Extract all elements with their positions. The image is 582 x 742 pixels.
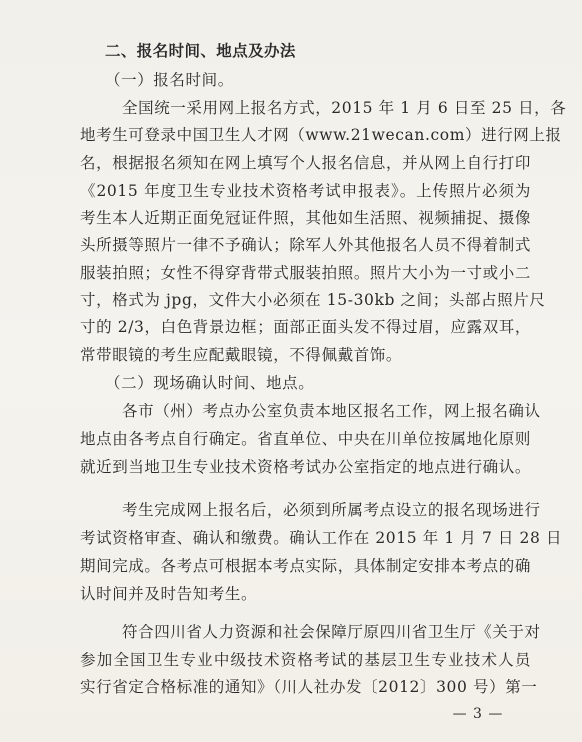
section-heading: 二、报名时间、地点及办法 <box>105 42 296 60</box>
paragraph-1-line-6: 头所摄等照片一律不予确认；除军人外其他报名人员不得着制式 <box>80 236 531 254</box>
subsection-heading-2: （二）现场确认时间、地点。 <box>105 374 315 392</box>
paragraph-1-line-10: 常带眼镜的考生应配戴眼镜，不得佩戴首饰。 <box>80 346 403 364</box>
paragraph-3-line-4: 认时间并及时告知考生。 <box>80 585 258 603</box>
paragraph-1-line-9: 寸的 2/3，白色背景边框；面部正面头发不得过眉，应露双耳， <box>80 318 531 336</box>
paragraph-3-line-3: 期间完成。各考点可根据本考点实际，具体制定安排本考点的确 <box>80 557 531 575</box>
paragraph-1-line-2: 地考生可登录中国卫生人才网（www.21wecan.com）进行网上报 <box>80 126 562 144</box>
paragraph-3-line-2: 考试资格审查、确认和缴费。确认工作在 2015 年 1 月 7 日 28 日 <box>80 529 563 547</box>
page-number: — 3 — <box>452 706 504 722</box>
subsection-heading-1: （一）报名时间。 <box>105 71 234 89</box>
paragraph-1-line-8: 寸，格式为 jpg，文件大小必须在 15-30kb 之间；头部占照片尺 <box>80 291 546 309</box>
paragraph-1-line-7: 服装拍照；女性不得穿背带式服装拍照。照片大小为一寸或小二 <box>80 264 531 282</box>
paragraph-4-line-1: 符合四川省人力资源和社会保障厅原四川省卫生厅《关于对 <box>122 623 541 641</box>
paragraph-1-line-3: 名，根据报名须知在网上填写个人报名信息，并从网上自行打印 <box>80 154 531 172</box>
paragraph-2-line-1: 各市（州）考点办公室负责本地区报名工作，网上报名确认 <box>122 402 541 420</box>
paragraph-2-line-3: 就近到当地卫生专业技术资格考试办公室指定的地点进行确认。 <box>80 458 531 476</box>
paragraph-2-line-2: 地点由各考点自行确定。省直单位、中央在川单位按属地化原则 <box>80 430 531 448</box>
paragraph-1-line-1: 全国统一采用网上报名方式，2015 年 1 月 6 日至 25 日，各 <box>122 99 567 117</box>
paragraph-4-line-3: 实行省定合格标准的通知》（川人社办发〔2012〕300 号）第一 <box>80 678 538 696</box>
paragraph-1-line-4: 《2015 年度卫生专业技术资格考试申报表》。上传照片必须为 <box>80 182 531 200</box>
paragraph-3-line-1: 考生完成网上报名后，必须到所属考点设立的报名现场进行 <box>122 501 541 519</box>
paragraph-4-line-2: 参加全国卫生专业中级技术资格考试的基层卫生专业技术人员 <box>80 651 531 669</box>
paragraph-1-line-5: 考生本人近期正面免冠证件照，其他如生活照、视频捕捉、摄像 <box>80 209 531 227</box>
